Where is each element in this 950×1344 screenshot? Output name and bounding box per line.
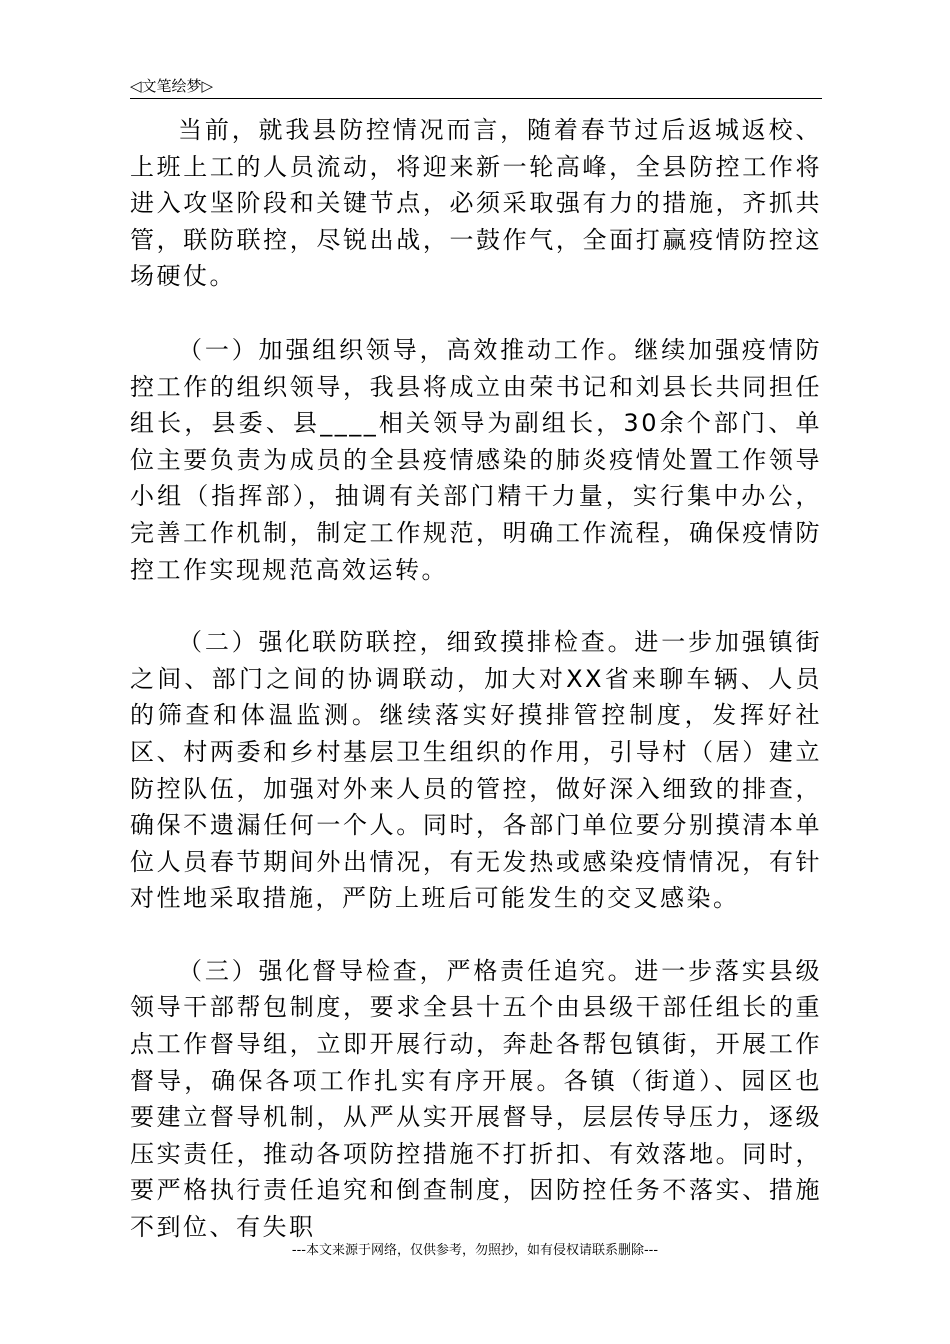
header-brand-mark: ◁文笔绘梦▷ [130, 77, 214, 95]
page-header [130, 76, 822, 98]
paragraph-section-2: （二）强化联防联控，细致摸排检查。进一步加强镇街之间、部门之间的协调联动，加大对XX省来聊车辆、人员的筛查和体温监测。继续落实好摸排管控制度，发挥好社区、村两委和乡村基层卫生组织的作用，引导村（居）建立防控队伍，加强对外来人员的管控，做好深入细致的排查，确保不遗漏任何一个人。同时，各部门单位要分别摸清本单位人员春节期间外出情况，有无发热或感染疫情情况，有针对性地采取措施，严防上班后可能发生的交叉感染。 [130, 628, 822, 913]
paragraph-section-3: （三）强化督导检查，严格责任追究。进一步落实县级领导干部帮包制度，要求全县十五个由县级干部任组长的重点工作督导组，立即开展行动，奔赴各帮包镇街，开展工作督导，确保各项工作扎实有序开展。各镇（街道）、园区也要建立督导机制，从严从实开展督导，层层传导压力，逐级压实责任，推动各项防控措施不打折扣、有效落地。同时，要严格执行责任追究和倒查制度，因防控任务不落实、措施不到位、有失职 [130, 956, 822, 1242]
page-footer-disclaimer: ---本文来源于网络，仅供参考，勿照抄，如有侵权请联系删除--- [291, 1243, 659, 1258]
header-divider [130, 98, 822, 99]
paragraph-intro: 当前，就我县防控情况而言，随着春节过后返城返校、上班上工的人员流动，将迎来新一轮高峰，全县防控工作将进入攻坚阶段和关键节点，必须采取强有力的措施，齐抓共管，联防联控，尽锐出战，一鼓作气，全面打赢疫情防控这场硬仗。 [130, 116, 822, 291]
paragraph-section-1: （一）加强组织领导，高效推动工作。继续加强疫情防控工作的组织领导，我县将成立由荣书记和刘县长共同担任组长，县委、县____相关领导为副组长，30余个部门、单位主要负责为成员的全县疫情感染的肺炎疫情处置工作领导小组（指挥部），抽调有关部门精干力量，实行集中办公，完善工作机制，制定工作规范，明确工作流程，确保疫情防控工作实现规范高效运转。 [130, 335, 822, 584]
document-body [130, 112, 822, 1246]
